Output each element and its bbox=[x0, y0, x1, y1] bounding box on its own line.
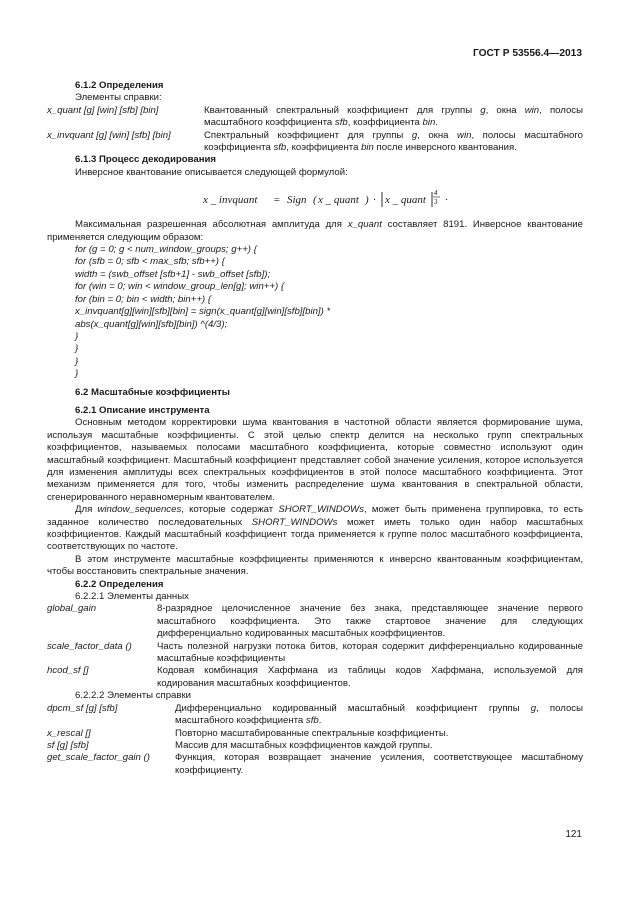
help-element-term: x_rescal [] bbox=[47, 727, 91, 739]
help-element-def: Дифференциально кодированный масштабный коэффициент группы g, полосы масштабного коэффициента sfb. bbox=[175, 702, 583, 727]
definition-row bbox=[47, 130, 583, 155]
help-element-def: Функция, которая возвращает значение усиления, соответствующее масштабному коэффициенту. bbox=[175, 752, 583, 776]
page-content bbox=[47, 80, 583, 777]
formula-end: · bbox=[445, 194, 448, 207]
formula-sign: Sign bbox=[287, 194, 307, 207]
page-number: 121 bbox=[565, 829, 582, 840]
data-element-def: 8-разрядное целочисленное значение без знака, представляющее значение первого масштабного коэффициента. Это также стартовое значение для следующих дифференциально кодированных масштабных коэффициентов. bbox=[157, 603, 583, 640]
section-6-1-2-intro: Элементы справки: bbox=[75, 92, 162, 104]
section-6-2-2-title: 6.2.2 Определения bbox=[75, 578, 164, 590]
section-6-1-3-title: 6.1.3 Процесс декодирования bbox=[75, 154, 217, 166]
definition-text: Спектральный коэффициент для группы g, окна win, полосы масштабного коэффициента sfb, коэффициента bin после инверсного квантования. bbox=[204, 129, 583, 154]
code-line: } bbox=[75, 355, 79, 367]
section-6-1-3-intro: Инверсное квантование описывается следующей формулой: bbox=[75, 166, 348, 178]
svg-text:): ) bbox=[365, 194, 369, 207]
section-6-2-1-title: 6.2.1 Описание инструмента bbox=[75, 404, 210, 416]
code-line: width = (swb_offset [sfb+1] - swb_offset [sfb]); bbox=[75, 268, 271, 280]
code-line: x_invquant[g][win][sfb][bin] = sign(x_quant[g][win][sfb][bin]) * bbox=[75, 306, 331, 318]
grouping-paragraph: Для window_sequences, которые содержат SHORT_WINDOWs, может быть применена группировка, то есть заданное количество последовательных SHORT_WINDOWs может иметь только один набор масштабных коэффициентов. Каждый масштабный коэффициент тогда применяется к группе полос масштабного коэффициента, соответствующих по частоте. bbox=[47, 504, 583, 553]
formula-graphic bbox=[47, 187, 583, 213]
code-line: } bbox=[75, 368, 79, 380]
definition-term: x_quant [g] [win] [sfb] [bin] bbox=[47, 104, 159, 116]
code-line: abs(x_quant[g][win][sfb][bin]) ^(4/3); bbox=[75, 318, 228, 330]
data-element-term: scale_factor_data () bbox=[47, 640, 132, 652]
inverse-quant-formula bbox=[47, 187, 583, 213]
pseudo-code-block bbox=[47, 244, 583, 380]
definition-row bbox=[47, 105, 583, 130]
formula-exp-num: 4 bbox=[434, 189, 438, 198]
help-element-term: get_scale_factor_gain () bbox=[47, 752, 150, 764]
section-6-2-title: 6.2 Масштабные коэффициенты bbox=[75, 386, 230, 398]
tool-description-paragraph: Основным методом корректировки шума квантования в частотной области является формирование шума, используя масштабные коэффициенты. С этой целью спектр делится на несколько групп спектральных коэффициентов, называемых полосами масштабного коэффициента, которые совместно используют один масштабный коэффициент. Масштабный коэффициент представляет собой значение усиления, которое используется для изменения амплитуды всех спектральных коэффициентов в этой полосе масштабного коэффициента. Этот механизм применяется для того, чтобы изменить распределение шума квантования в спектральной области, сгенерированного неравномерным квантователем. bbox=[47, 417, 583, 503]
rescale-paragraph: В этом инструменте масштабные коэффициенты применяются к инверсно квантованным коэффициентам, чтобы восстановить спектральные значения. bbox=[47, 553, 583, 578]
help-element-row bbox=[47, 728, 583, 740]
data-element-row bbox=[47, 603, 583, 640]
formula-arg: x _ quant bbox=[318, 194, 359, 207]
formula-dot: · bbox=[373, 194, 376, 207]
data-element-term: hcod_sf [] bbox=[47, 665, 89, 677]
help-element-def: Повторно масштабированные спектральные коэффициенты. bbox=[175, 727, 449, 739]
svg-text:(: ( bbox=[313, 194, 317, 207]
help-element-term: sf [g] [sfb] bbox=[47, 739, 89, 751]
section-6-2-2-2-title: 6.2.2.2 Элементы справки bbox=[75, 690, 192, 702]
help-element-row bbox=[47, 703, 583, 728]
code-line: } bbox=[75, 330, 79, 342]
section-6-2-2-1-title: 6.2.2.1 Элементы данных bbox=[75, 591, 189, 603]
help-element-row bbox=[47, 740, 583, 752]
help-element-row bbox=[47, 752, 583, 777]
definition-term: x_invquant [g] [win] [sfb] [bin] bbox=[47, 129, 171, 141]
formula-exp-den: 3 bbox=[434, 198, 438, 207]
standard-header: ГОСТ Р 53556.4—2013 bbox=[472, 48, 582, 59]
code-line: for (g = 0; g < num_window_groups; g++) { bbox=[75, 244, 257, 256]
code-line: for (bin = 0; bin < width; bin++) { bbox=[75, 293, 211, 305]
code-line: for (sfb = 0; sfb < max_sfb; sfb++) { bbox=[75, 256, 225, 268]
code-line: } bbox=[75, 343, 79, 355]
data-element-row bbox=[47, 641, 583, 666]
max-amplitude-paragraph: Максимальная разрешенная абсолютная амплитуда для x_quant составляет 8191. Инверсное квантование применяется следующим образом: bbox=[47, 219, 583, 243]
data-element-def: Кодовая комбинация Хаффмана из таблицы кодов Хаффмана, используемой для кодирования масштабных коэффициентов. bbox=[157, 665, 583, 689]
data-element-term: global_gain bbox=[47, 603, 97, 615]
formula-equals: = bbox=[273, 194, 281, 207]
formula-lhs: x _ invquant bbox=[203, 194, 258, 207]
data-element-row bbox=[47, 665, 583, 690]
code-line: for (win = 0; win < window_group_len[g]; win++) { bbox=[75, 281, 285, 293]
help-element-term: dpcm_sf [g] [sfb] bbox=[47, 702, 118, 714]
help-element-def: Массив для масштабных коэффициентов каждой группы. bbox=[175, 739, 433, 751]
formula-abs: x _ quant bbox=[385, 194, 426, 207]
definition-text: Квантованный спектральный коэффициент для группы g, окна win, полосы масштабного коэффициента sfb, коэффициента bin. bbox=[204, 104, 583, 129]
section-6-1-2-title: 6.1.2 Определения bbox=[75, 80, 164, 91]
data-element-def: Часть полезной нагрузки потока битов, которая содержит дифференциально кодированные масштабные коэффициенты bbox=[157, 640, 583, 665]
